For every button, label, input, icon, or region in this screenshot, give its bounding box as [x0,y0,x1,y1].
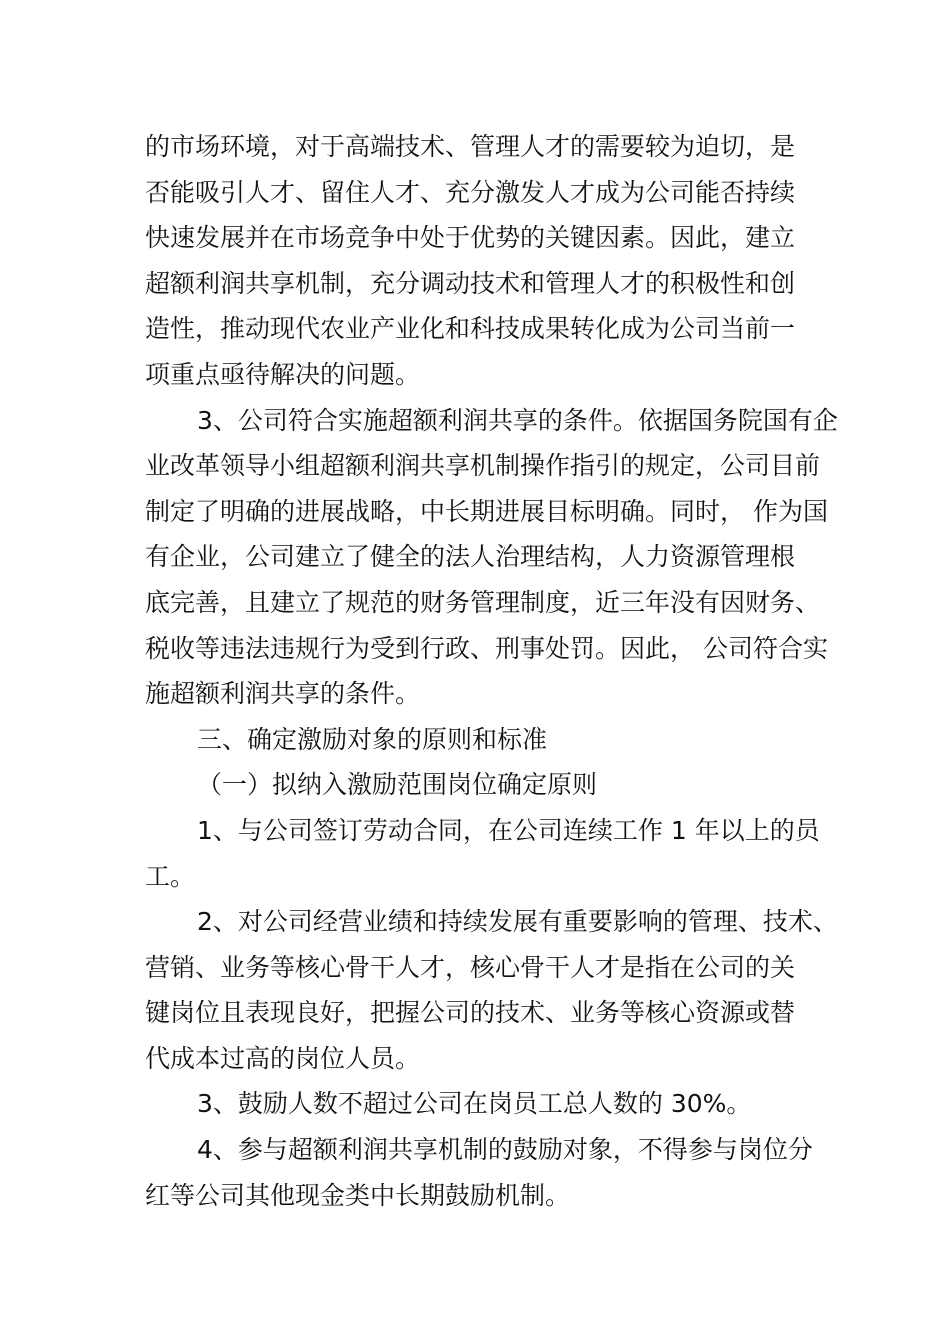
text-line: 造性，推动现代农业产业化和科技成果转化成为公司当前一 [145,314,796,344]
text-line: 键岗位且表现良好，把握公司的技术、业务等核心资源或替 [145,998,796,1028]
text-line: 营销、业务等核心骨干人才，核心骨干人才是指在公司的关 [145,952,796,982]
text-line: 否能吸引人才、留住人才、充分激发人才成为公司能否持续 [145,177,796,207]
text-line: 施超额利润共享的条件。 [145,679,421,709]
text-line: 工。 [145,861,196,891]
paragraph-start-line: 3、鼓励人数不超过公司在岗员工总人数的 30%。 [197,1089,752,1119]
text-line: 快速发展并在市场竞争中处于优势的关键因素。因此，建立 [145,223,796,253]
text-line: 业改革领导小组超额利润共享机制操作指引的规定，公司目前 [145,451,821,481]
paragraph-start-line: 4、参与超额利润共享机制的鼓励对象，不得参与岗位分 [197,1135,813,1165]
text-line: 红等公司其他现金类中长期鼓励机制。 [145,1180,571,1210]
text-line: 项重点亟待解决的问题。 [145,359,421,389]
text-line: 有企业，公司建立了健全的法人治理结构，人力资源管理根 [145,542,796,572]
text-line: 代成本过高的岗位人员。 [145,1043,421,1073]
section-heading: 三、确定激励对象的原则和标准 [197,724,548,754]
paragraph-start-line: 2、对公司经营业绩和持续发展有重要影响的管理、技术、 [197,907,838,937]
document-body [145,124,838,1218]
text-line: 的市场环境，对于高端技术、管理人才的需要较为迫切，是 [145,132,796,161]
text-line: 超额利润共享机制，充分调动技术和管理人才的积极性和创 [145,268,796,298]
paragraph-start-line: 3、公司符合实施超额利润共享的条件。依据国务院国有企 [197,405,838,435]
paragraph-start-line: 1、与公司签订劳动合同，在公司连续工作 1 年以上的员 [197,815,820,845]
text-line: 制定了明确的进展战略，中长期进展目标明确。同时， 作为国 [145,496,828,526]
subsection-heading: （一）拟纳入激励范围岗位确定原则 [197,770,598,800]
text-line: 底完善，且建立了规范的财务管理制度，近三年没有因财务、 [145,587,821,617]
text-line: 税收等违法违规行为受到行政、刑事处罚。因此， 公司符合实 [145,633,828,663]
